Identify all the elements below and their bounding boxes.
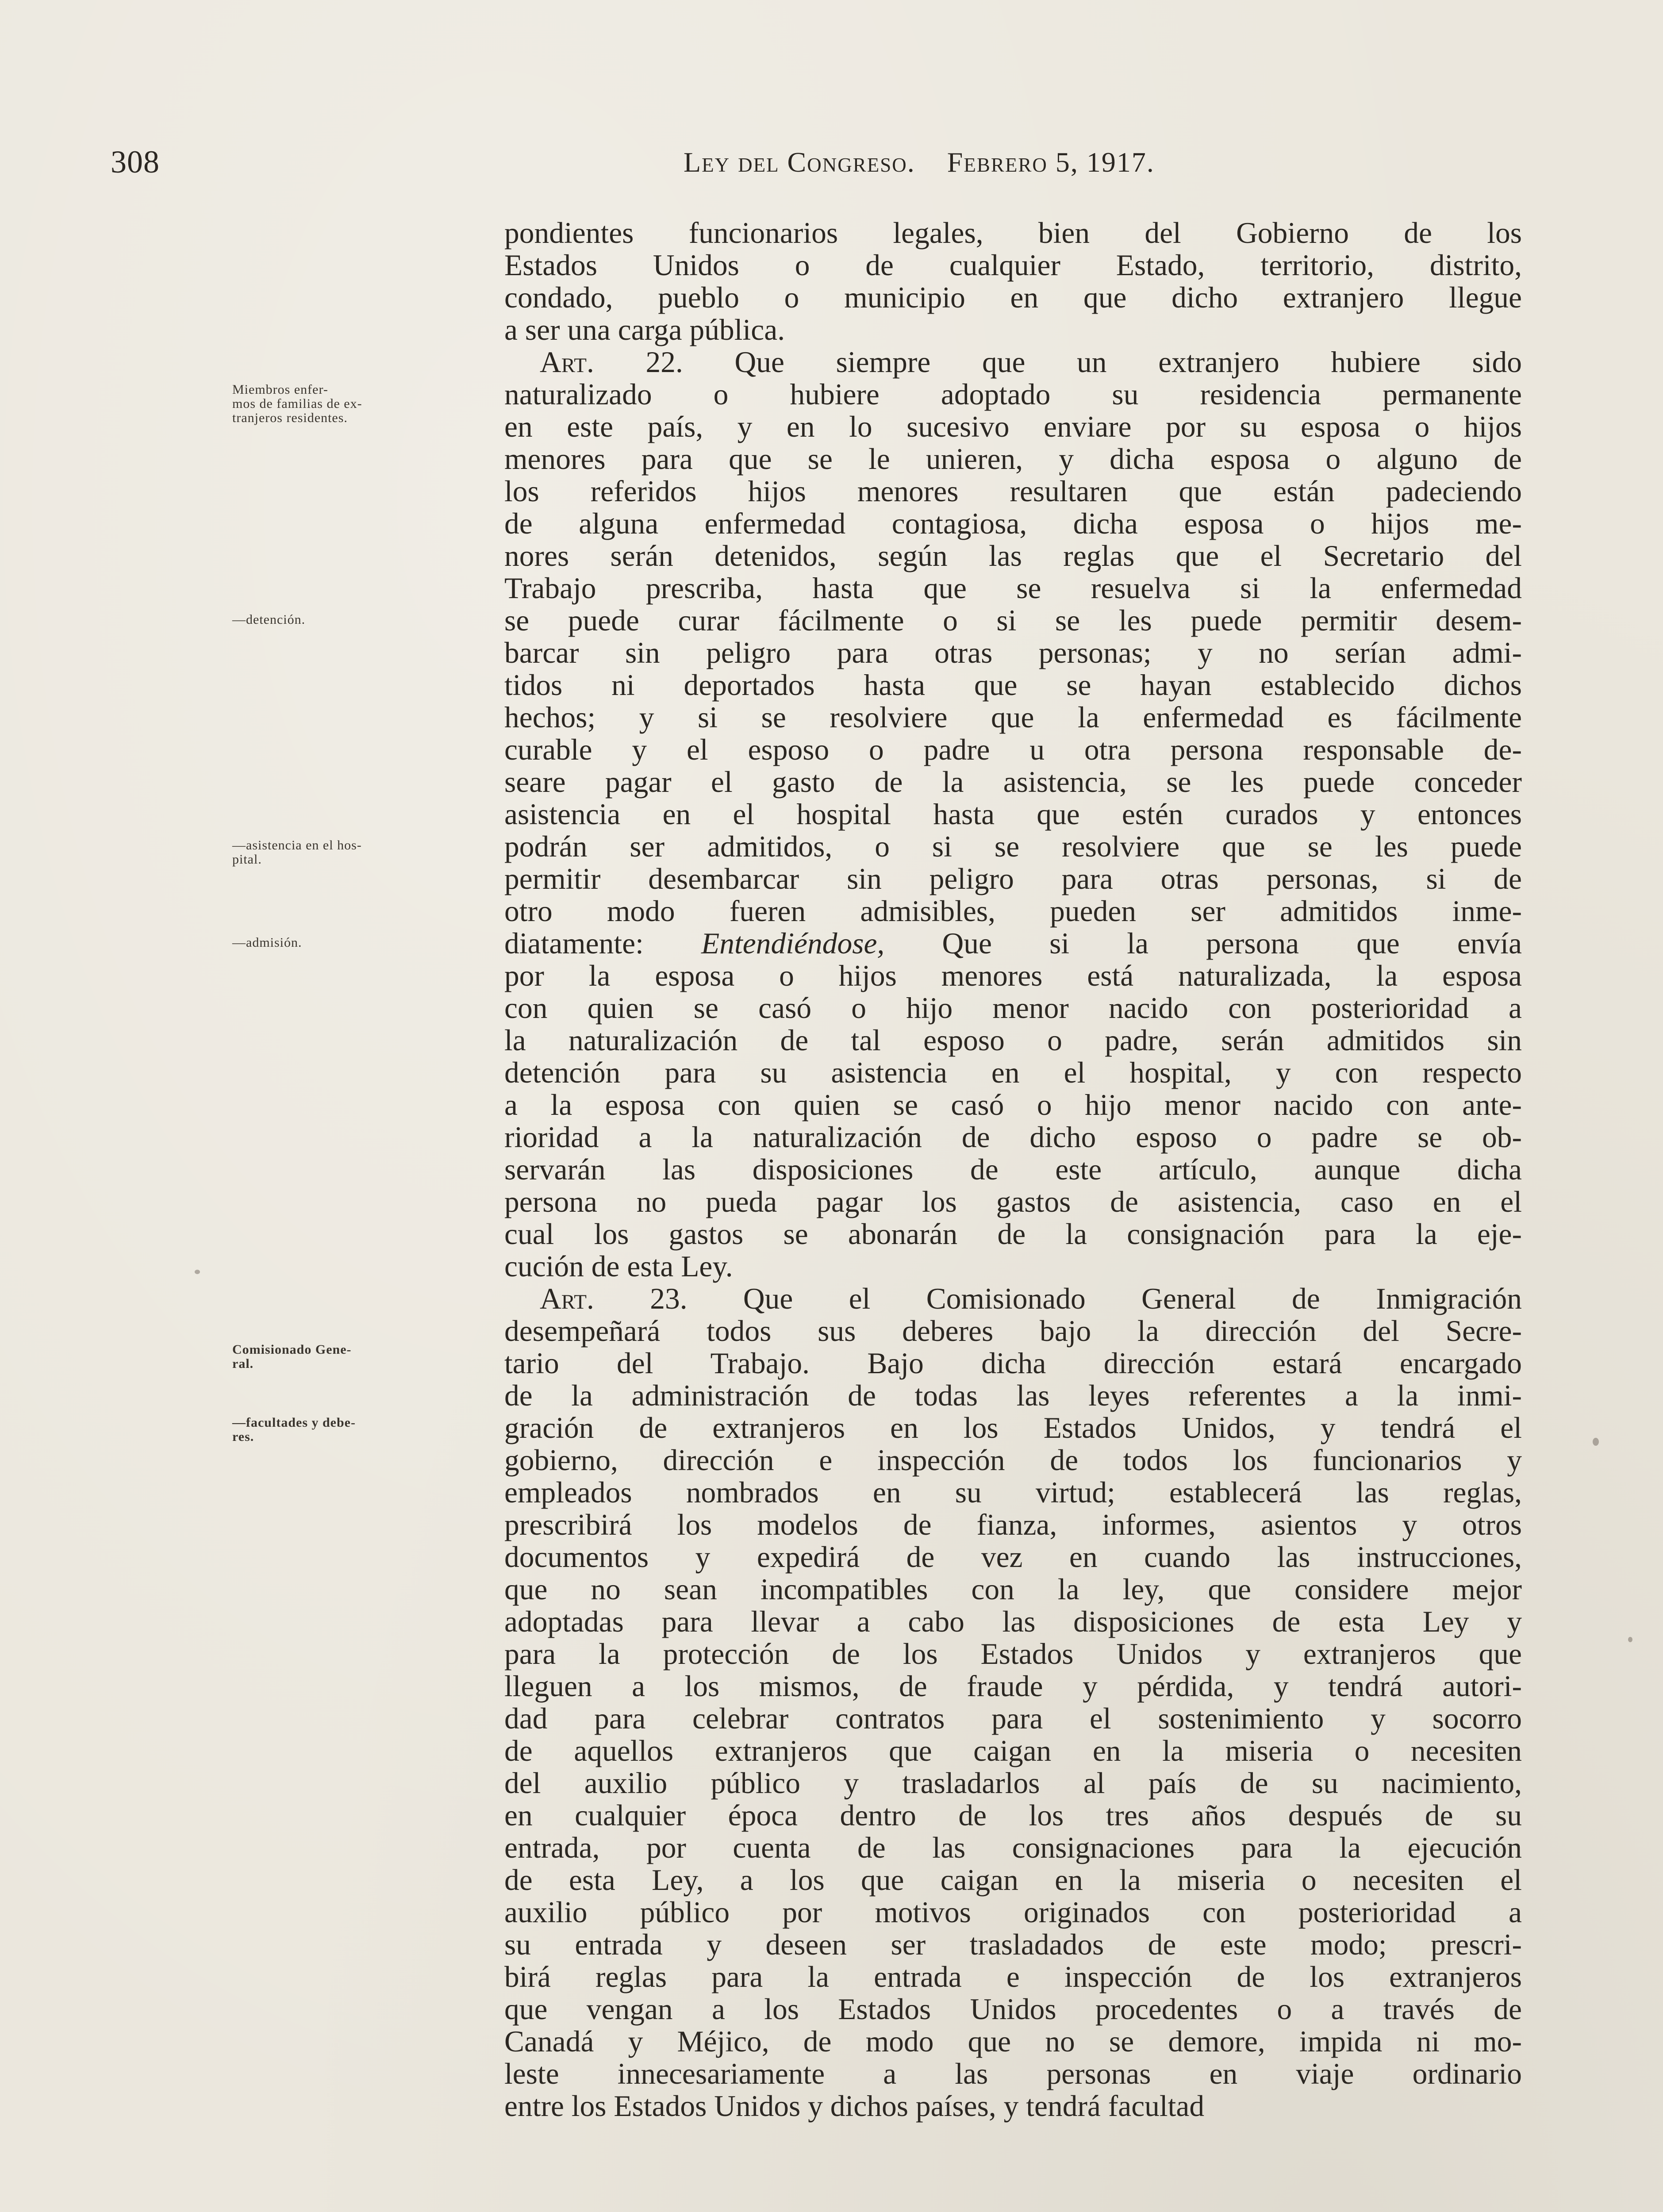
body-line: gobierno, dirección e inspección de todos los funcionarios y bbox=[504, 1444, 1522, 1477]
margin-note bbox=[232, 838, 462, 867]
body-line: nores serán detenidos, según las reglas que el Secretario del bbox=[504, 539, 1522, 572]
body-line: pondientes funcionarios legales, bien del Gobierno de los bbox=[504, 216, 1522, 250]
body-line: a ser una carga pública. bbox=[504, 313, 785, 346]
margin-note bbox=[232, 383, 462, 425]
body-line: documentos y expedirá de vez en cuando las instrucciones, bbox=[504, 1540, 1522, 1574]
article-label: Art. bbox=[540, 1282, 594, 1315]
body-line: servarán las disposiciones de este artículo, aunque dicha bbox=[504, 1153, 1522, 1186]
margin-note bbox=[232, 613, 462, 627]
margin-note bbox=[232, 936, 462, 950]
body-line: permitir desembarcar sin peligro para otras personas, si de bbox=[504, 862, 1522, 895]
running-head-date: Febrero 5, 1917. bbox=[947, 146, 1155, 178]
body-line: de esta Ley, a los que caigan en la miseria o necesiten el bbox=[504, 1863, 1522, 1897]
margin-note bbox=[232, 1416, 462, 1444]
body-line: seare pagar el gasto de la asistencia, se les puede conceder bbox=[504, 765, 1522, 799]
margin-note-line: tranjeros residentes. bbox=[232, 411, 348, 425]
body-line: entre los Estados Unidos y dichos países, y tendrá facultad bbox=[504, 2089, 1205, 2123]
body-line: hechos; y si se resolviere que la enfermedad es fácilmente bbox=[504, 701, 1522, 734]
body-line: condado, pueblo o municipio en que dicho extranjero llegue bbox=[504, 281, 1522, 314]
body-line: con quien se casó o hijo menor nacido con posterioridad a bbox=[504, 991, 1522, 1025]
body-line: tario del Trabajo. Bajo dicha dirección estará encargado bbox=[504, 1347, 1522, 1380]
body-line: adoptadas para llevar a cabo las disposiciones de esta Ley y bbox=[504, 1605, 1522, 1638]
body-line: barcar sin peligro para otras personas; y no serían admi- bbox=[504, 636, 1522, 669]
body-line: de la administración de todas las leyes referentes a la inmi- bbox=[504, 1379, 1522, 1412]
body-line: los referidos hijos menores resultaren que están padeciendo bbox=[504, 475, 1522, 508]
body-line: Canadá y Méjico, de modo que no se demore, impida ni mo- bbox=[504, 2025, 1522, 2058]
margin-note-line: —detención. bbox=[232, 612, 306, 627]
margin-note-line: Miembros enfer- bbox=[232, 382, 328, 397]
body-line: en cualquier época dentro de los tres años después de su bbox=[504, 1799, 1522, 1832]
body-line: gración de extranjeros en los Estados Unidos, y tendrá el bbox=[504, 1411, 1522, 1444]
body-line: birá reglas para la entrada e inspección de los extranjeros bbox=[504, 1960, 1522, 1993]
body-line: rioridad a la naturalización de dicho esposo o padre se ob- bbox=[504, 1121, 1522, 1154]
body-line: en este país, y en lo sucesivo enviare por su esposa o hijos bbox=[504, 410, 1522, 443]
body-line: naturalizado o hubiere adoptado su residencia permanente bbox=[504, 378, 1522, 411]
body-line: se puede curar fácilmente o si se les puede permitir desem- bbox=[504, 604, 1522, 637]
body-line: para la protección de los Estados Unidos y extranjeros que bbox=[504, 1637, 1522, 1671]
body-line: leste innecesariamente a las personas en viaje ordinario bbox=[504, 2057, 1522, 2090]
body-line: de alguna enfermedad contagiosa, dicha esposa o hijos me- bbox=[504, 507, 1522, 540]
margin-note-line: —admisión. bbox=[232, 935, 302, 950]
margin-note-line: mos de familias de ex- bbox=[232, 396, 362, 411]
margin-note-line: res. bbox=[232, 1429, 254, 1444]
body-line: Art. 22. Que siempre que un extranjero hubiere sido bbox=[540, 346, 1522, 379]
margin-note-line: pital. bbox=[232, 852, 262, 867]
body-line: otro modo fueren admisibles, pueden ser admitidos inme- bbox=[504, 895, 1522, 928]
paper-speck bbox=[1628, 1637, 1632, 1642]
body-line: Art. 23. Que el Comisionado General de Inmigración bbox=[540, 1282, 1522, 1315]
body-line: a la esposa con quien se casó o hijo menor nacido con ante- bbox=[504, 1088, 1522, 1121]
margin-note-line: ral. bbox=[232, 1356, 254, 1371]
running-head-title: Ley del Congreso. bbox=[684, 146, 915, 178]
running-head-spacer bbox=[923, 146, 939, 178]
body-line: que vengan a los Estados Unidos procedentes o a través de bbox=[504, 1993, 1522, 2026]
margin-note-line: —facultades y debe- bbox=[232, 1415, 356, 1430]
body-line: que no sean incompatibles con la ley, que considere mejor bbox=[504, 1573, 1522, 1606]
article-label: Art. bbox=[540, 346, 594, 379]
body-line: empleados nombrados en su virtud; establecerá las reglas, bbox=[504, 1476, 1522, 1509]
body-line: detención para su asistencia en el hospital, y con respecto bbox=[504, 1056, 1522, 1089]
body-line: menores para que se le unieren, y dicha esposa o alguno de bbox=[504, 442, 1522, 476]
margin-note bbox=[232, 1343, 462, 1371]
body-line: de aquellos extranjeros que caigan en la miseria o necesiten bbox=[504, 1734, 1522, 1767]
body-line: la naturalización de tal esposo o padre, serán admitidos sin bbox=[504, 1024, 1522, 1057]
body-line: entrada, por cuenta de las consignaciones para la ejecución bbox=[504, 1831, 1522, 1864]
paper-speck bbox=[1593, 1438, 1599, 1446]
body-line: cual los gastos se abonarán de la consignación para la eje- bbox=[504, 1217, 1522, 1251]
body-line: asistencia en el hospital hasta que estén curados y entonces bbox=[504, 798, 1522, 831]
italic-term: Entendiéndose, bbox=[701, 927, 885, 960]
body-line: desempeñará todos sus deberes bajo la dirección del Secre- bbox=[504, 1314, 1522, 1348]
body-line: podrán ser admitidos, o si se resolviere que se les puede bbox=[504, 830, 1522, 863]
body-line: lleguen a los mismos, de fraude y pérdida, y tendrá autori- bbox=[504, 1670, 1522, 1703]
body-line: por la esposa o hijos menores está naturalizada, la esposa bbox=[504, 959, 1522, 992]
body-line: cución de esta Ley. bbox=[504, 1250, 733, 1283]
body-line: del auxilio público y trasladarlos al país de su nacimiento, bbox=[504, 1767, 1522, 1800]
body-line: dad para celebrar contratos para el sostenimiento y socorro bbox=[504, 1702, 1522, 1735]
margin-note-line: —asistencia en el hos- bbox=[232, 838, 362, 853]
running-head bbox=[684, 148, 1155, 177]
paper-speck bbox=[195, 1270, 200, 1274]
body-line: curable y el esposo o padre u otra persona responsable de- bbox=[504, 733, 1522, 766]
body-line: su entrada y deseen ser trasladados de este modo; prescri- bbox=[504, 1928, 1522, 1961]
body-line: persona no pueda pagar los gastos de asistencia, caso en el bbox=[504, 1185, 1522, 1218]
body-line: diatamente: Entendiéndose, Que si la persona que envía bbox=[504, 927, 1522, 960]
margin-note-line: Comisionado Gene- bbox=[232, 1342, 352, 1357]
page-number: 308 bbox=[111, 144, 160, 180]
body-line: tidos ni deportados hasta que se hayan establecido dichos bbox=[504, 668, 1522, 702]
body-line: Estados Unidos o de cualquier Estado, territorio, distrito, bbox=[504, 249, 1522, 282]
body-line: prescribirá los modelos de fianza, informes, asientos y otros bbox=[504, 1508, 1522, 1541]
body-line: Trabajo prescriba, hasta que se resuelva si la enfermedad bbox=[504, 572, 1522, 605]
body-line: auxilio público por motivos originados con posterioridad a bbox=[504, 1896, 1522, 1929]
body-text bbox=[504, 217, 1522, 2122]
